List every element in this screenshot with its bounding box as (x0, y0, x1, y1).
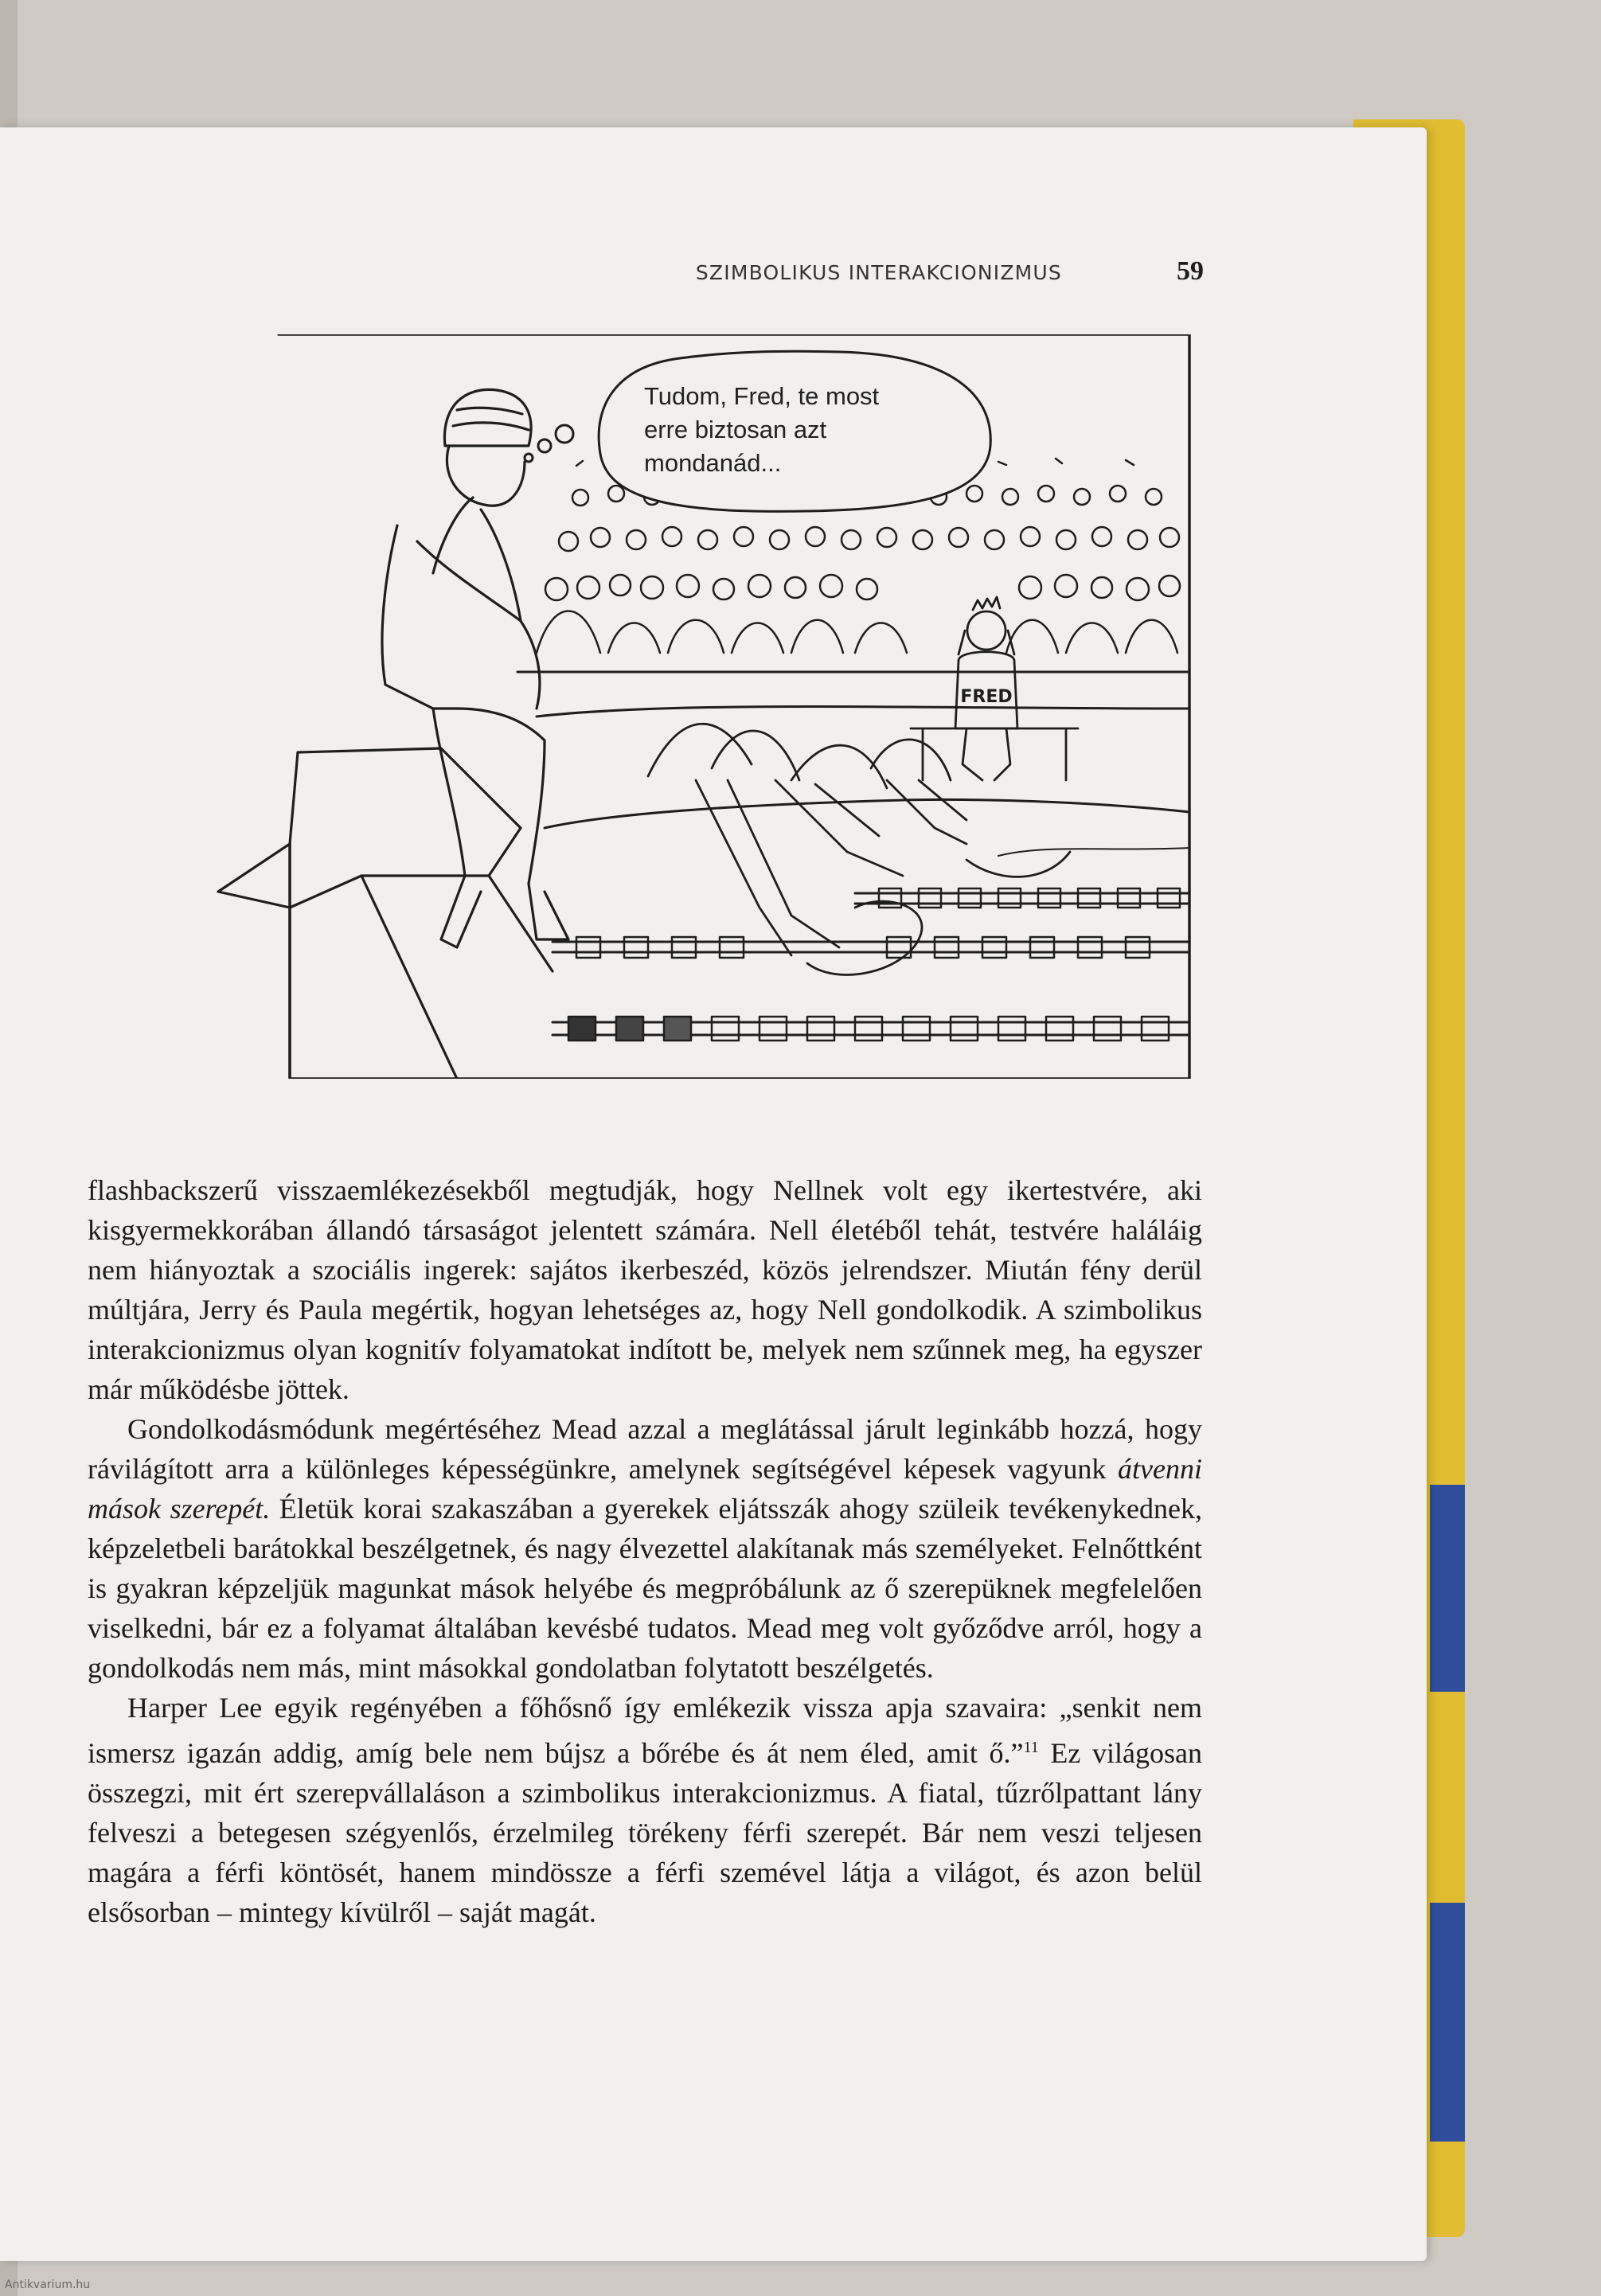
thought-dot-1 (525, 454, 533, 462)
body-text (88, 1170, 1202, 1932)
speech-line-1: Tudom, Fred, te most (644, 382, 880, 410)
paragraph-3 (88, 1688, 1202, 1932)
speech-line-2: erre biztosan azt (644, 416, 827, 443)
paragraph-2-text-start: Gondolkodásmódunk megértéséhez Mead azzal a meglátással járult leginkább hozzá, hogy rávilágított arra a különleges képességünkre, amelynek segítségével képesek vagyunk (88, 1413, 1202, 1485)
paragraph-3-text-end: Ez világosan összegzi, mit ért szerepvállaláson a szimbolikus interakcionizmus. A fiatal, tűzrőlpattant lány felveszi a betegesen szégyenlős, érzelmileg törékeny férfi szerepét. Bár nem veszi teljesen magára a férfi köntösét, hanem mindössze a férfi szemével látja a világot, és azon belül elsősorban – mintegy kívülről – saját magát. (88, 1737, 1202, 1928)
paragraph-2-emphasis: átvenni mások szerepét. (88, 1453, 1202, 1525)
cartoon-illustration (202, 334, 1205, 1079)
swim-cap (444, 389, 531, 446)
lane-rope-floats (568, 888, 1180, 1041)
paragraph-2-text-end: Életük korai szakaszában a gyerekek eljátsszák ahogy szüleik tevékenykednek, képzeletbeli barátokkal beszélgetnek, és nagy élvezettel alakítanak más személyeket. Felnőttként is gyakran képzeljük magunkat mások helyébe és megpróbálunk az ő szerepüknek megfelelően viselkedni, bár ez a folyamat általában kevésbé tudatos. Mead meg volt győződve arról, hogy a gondolkodás nem más, mint másokkal gondolatban folytatott beszélgetés. (88, 1493, 1202, 1684)
paragraph-1-text: flashbackszerű visszaemlékezésekből megtudják, hogy Nellnek volt egy ikertestvére, aki kisgyermekkorában állandó társaságot jelentett számára. Nell életéből tehát, testvére haláláig nem hiányoztak a szociális ingerek: sajátos ikerbeszéd, közös jelrendszer. Miután fény derül múltjára, Jerry és Paula megértik, hogyan lehetséges az, hogy Nell gondolkodik. A szimbolikus interakcionizmus olyan kognitív folyamatokat indított be, melyek nem szűnnek meg, ha egyszer már működésbe jöttek. (88, 1174, 1202, 1405)
lane-ropes (553, 893, 1189, 1035)
cover-blue-stripe (1430, 1903, 1465, 2142)
paragraph-1 (88, 1170, 1202, 1409)
speech-line-3: mondanád... (644, 449, 782, 477)
fred-shirt-label: FRED (960, 687, 1013, 707)
thinking-swimmer (382, 389, 568, 947)
thought-dot-3 (556, 425, 573, 443)
paragraph-3-text-start: Harper Lee egyik regényében a főhősnő így emlékezik vissza apja szavaira: „senkit nem ismersz igazán addig, amíg bele nem bújsz a bőrébe és át nem éled, amit ő.” (88, 1692, 1202, 1769)
pool-edge (537, 707, 1189, 717)
thought-dot-2 (538, 439, 551, 452)
running-head (637, 256, 1204, 291)
watermark: Antikvarium.hu (5, 2278, 91, 2291)
pool-water-line (545, 799, 1189, 828)
cover-blue-stripe (1430, 1485, 1465, 1692)
page-number: 59 (1177, 256, 1204, 286)
starting-block (218, 748, 553, 1079)
running-title: SZIMBOLIKUS INTERAKCIONIZMUS (695, 261, 1062, 284)
paragraph-2 (88, 1409, 1202, 1688)
footnote-marker: 11 (1023, 1739, 1039, 1756)
